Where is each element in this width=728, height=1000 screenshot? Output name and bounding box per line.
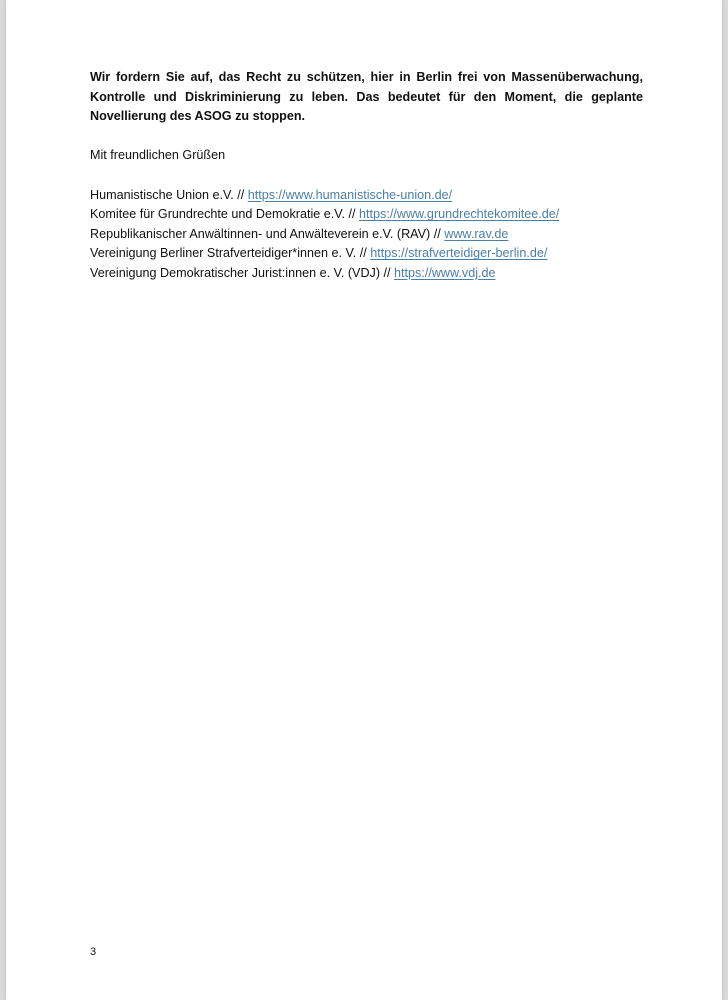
page-number: 3	[90, 946, 97, 958]
closing-salutation: Mit freundlichen Grüßen	[90, 148, 226, 163]
signatory-link[interactable]: https://www.grundrechtekomitee.de/	[359, 207, 560, 222]
signatory-name: Humanistische Union e.V. //	[90, 187, 248, 202]
signatory-name: Vereinigung Berliner Strafverteidiger*innen e. V. //	[90, 246, 371, 261]
signatory-row	[90, 225, 643, 245]
signatory-list	[90, 186, 643, 284]
signatory-link[interactable]: https://www.vdj.de	[394, 265, 496, 280]
demand-paragraph: Wir fordern Sie auf, das Recht zu schützen, hier in Berlin frei von Massenüberwachung, Kontrolle und Diskriminierung zu leben. Das bedeutet für den Moment, die geplante Novellierung des ASOG zu stoppen.	[90, 70, 643, 124]
signatory-row	[90, 264, 643, 284]
signatory-link[interactable]: https://strafverteidiger-berlin.de/	[370, 246, 548, 261]
signatory-row	[90, 186, 643, 206]
signatory-name: Komitee für Grundrechte und Demokratie e.V. //	[90, 207, 360, 222]
signatory-row	[90, 244, 643, 264]
signatory-link[interactable]: www.rav.de	[444, 226, 509, 241]
document-body	[90, 68, 643, 284]
signatory-name: Vereinigung Demokratischer Jurist:innen e. V. (VDJ) //	[90, 265, 395, 280]
signatory-link[interactable]: https://www.humanistische-union.de/	[247, 187, 453, 202]
document-page	[6, 0, 722, 1000]
signatory-name: Republikanischer Anwältinnen- und Anwälteverein e.V. (RAV) //	[90, 226, 445, 241]
signatory-row	[90, 205, 643, 225]
